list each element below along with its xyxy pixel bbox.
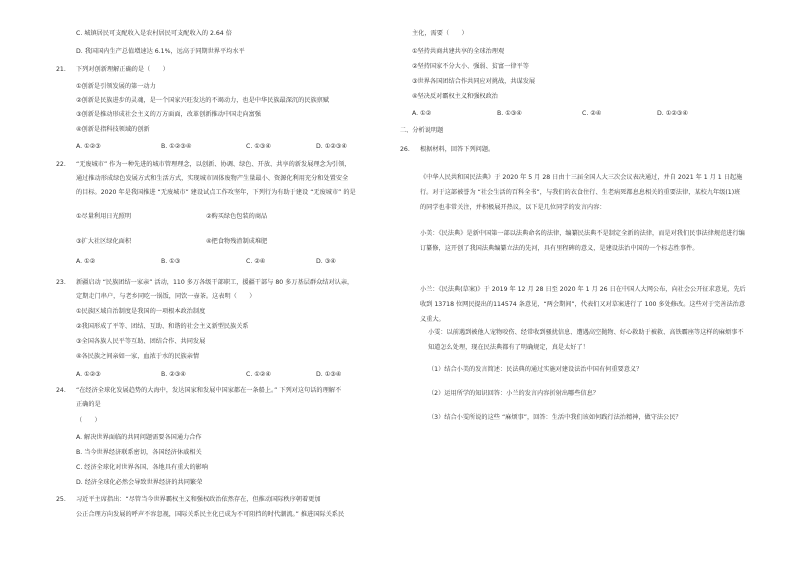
answer-option: A. ①②③ (76, 143, 101, 150)
question-stem: 下列对创新理解正确的是（ ） (76, 66, 169, 73)
statement-item: ①民族区域自治制度是我国的一项根本政治制度 (76, 308, 206, 315)
answer-option: C. ②④ (582, 110, 602, 117)
statement-item: ④把食物残渣制成堆肥 (206, 238, 268, 245)
answer-option: D. ①③④ (316, 371, 342, 378)
answer-option: A. ①② (412, 110, 432, 117)
answer-option: B. ①②③④ (161, 143, 192, 150)
question-number: 26. (400, 146, 410, 153)
answer-option: C. ②④ (246, 258, 266, 265)
material-paragraph: 小兰：《民法典(草案)》于 2019 年 12 月 28 日至 2020 年 1 月 26 日在中国人大网公布，向社会公开征求意见，先后收到 13718 位网民提出的114574 条意见，“两会期间”，代表们又对草案进行了 100 多处修改。这些对于完善法治意义重大。 (420, 286, 746, 323)
question-stem-line: 正确的是 (76, 401, 101, 408)
material-paragraph: 小美：《民法典》是新中国第一部以法典命名的法律，编纂民法典不是制定全新的法律，而是对我们民事法律规范进行编订纂修，这开创了我国法典编纂立法的先河，具有里程碑的意义，是建设法治中国的一个标志性事件。 (420, 230, 745, 252)
question-stem-line: 定期走门串户，与老乡同吃一锅饭，同饮一壶茶。这表明（ ） (76, 293, 256, 300)
sub-question: （1）结合小美的发言简述：民法典的通过实施对建设法治中国有何重要意义？ (428, 366, 643, 373)
statement-item: ①创新是引领发展的第一动力 (76, 83, 156, 90)
section-heading: 二、分析说明题 (400, 127, 444, 134)
question-stem-line: 新疆启动 “民族团结一家亲” 活动，110 多万各级干部职工，援疆干部与 80 多万基层群众结对认亲， (76, 279, 354, 286)
answer-option: B. 当今世界经济联系密切，各国经济休戚相关 (76, 449, 202, 456)
statement-item: ①尽量利用日光照明 (76, 213, 132, 220)
statement-item: ④坚决反对霸权主义和强权政治 (412, 93, 498, 100)
answer-option: B. ①③ (161, 258, 181, 265)
statement-item: ②坚持国家不分大小、强弱、贫富一律平等 (412, 63, 529, 70)
question-number: 23. (56, 279, 66, 286)
question-stem-line: 公正合理方向发展的呼声不容忽视，国际关系民主化已成为不可阻挡的时代潮流。” 推进国际关系民 (76, 511, 345, 518)
statement-item: ②创新是民族进步的灵魂，是一个国家兴旺发达的不竭动力，也是中华民族最深沉的民族禀赋 (76, 97, 330, 104)
statement-item: ④各民族之间亲如一家，血浓于水的民族亲情 (76, 353, 200, 360)
answer-option: A. 解决世界面临的共同问题需要各国通力合作 (76, 434, 202, 441)
question-stem: 根据材料，回答下列问题。 (420, 146, 495, 153)
statement-item: ④创新是指科技领域的创新 (76, 126, 150, 133)
answer-option: B. ②③④ (161, 371, 186, 378)
answer-option: C. ①③④ (246, 143, 271, 150)
question-number: 21. (56, 66, 66, 73)
question-number: 22. (56, 161, 66, 168)
statement-item: ②购买绿色包装的商品 (206, 213, 268, 220)
answer-option: D. 经济全球化必然会导致世界经济的共同繁荣 (76, 479, 203, 486)
answer-option: C. 经济全球化对世界各国、各地具有重大的影响 (76, 464, 209, 471)
statement-item: ③全国各族人民平等互助、团结合作、共同发展 (76, 338, 206, 345)
question-stem-line: （ ） (76, 417, 101, 424)
sub-question: （3）结合小雯所说的这些 “麻烦事”，回答：生活中我们该如何践行法治精神，做守法公民？ (428, 414, 682, 421)
statement-item: ③创新是推动形成社会主义的万方面面，改革创新推动中国走向富强 (76, 111, 261, 118)
right-column (400, 0, 746, 562)
question-stem-line: 通过推动形成绿色发展方式和生活方式，实现城市固体废物产生量最小、资源化利用充分和处置安全 (76, 175, 349, 182)
statement-item: ①坚持共商共建共享的全球治理观 (412, 48, 505, 55)
option-c: C. 城镇居民可支配收入是农村居民可支配收入的 2.64 倍 (76, 30, 232, 37)
material-paragraph: 《中华人民共和国民法典》于 2020 年 5 月 28 日由十三届全国人大三次会议表决通过，并自 2021 年 1 月 1 日起施行。对于这部被誉为 “社会生活的百科全书”，与我们的衣食住行、生老病死都息息相关的重要法律，某校九年级(1)班的同学也非常关注，并积极展开热议，以下是几位同学的发言内容： (420, 174, 743, 211)
question-number: 25. (56, 496, 66, 503)
statement-item: ③扩大社区绿化面积 (76, 238, 132, 245)
answer-option: D. ③④ (316, 258, 336, 265)
question-number: 24. (56, 387, 66, 394)
answer-option: A. ①② (76, 258, 96, 265)
answer-option: D. ①②③④ (657, 110, 688, 117)
answer-option: A. ①②③ (76, 371, 101, 378)
material-paragraph: 小雯：以前遇到被他人宠物咬伤、经常收到骚扰信息、遭遇高空抛物、好心救助于被救、高铁霸座等这样的麻烦事不知道怎么处理，现在民法典都有了明确规定，真是太好了！ (428, 329, 744, 351)
option-d: D. 我国国内生产总值增速达 6.1%，远高于同期世界平均水平 (76, 48, 245, 55)
answer-option: B. ①③④ (497, 110, 522, 117)
statement-item: ③世界各国团结合作共同应对挑战，共谋发展 (412, 78, 536, 85)
question-stem-line: “无废城市” 作为一种先进的城市管理理念，以创新、协调、绿色、开放、共享的新发展理念为引领， (76, 161, 351, 168)
question-stem: 主化，需要（ ） (412, 30, 468, 37)
answer-option: C. ①②④ (246, 371, 271, 378)
answer-option: D. ①②③④ (316, 143, 347, 150)
left-column (56, 0, 396, 562)
sub-question: （2）运用所学的知识回答：小兰的发言内容折射出哪些信息？ (428, 390, 599, 397)
question-stem-line: 的目标。2020 年是我国推进 “无废城市” 建设试点工作攻坚年，下列行为有助于建设 “无废城市” 的是 (76, 189, 356, 196)
statement-item: ②我国形成了平等、团结、互助、和谐的社会主义新型民族关系 (76, 323, 249, 330)
question-stem-line: “在经济全球化发展趋势的大海中，发达国家和发展中国家都在一条船上。” 下列对这句话的理解不 (76, 387, 342, 394)
question-stem-line: 习近平主席指出：“尽管当今世界霸权主义和强权政治依然存在，但推动国际秩序朝着更加 (76, 496, 321, 503)
